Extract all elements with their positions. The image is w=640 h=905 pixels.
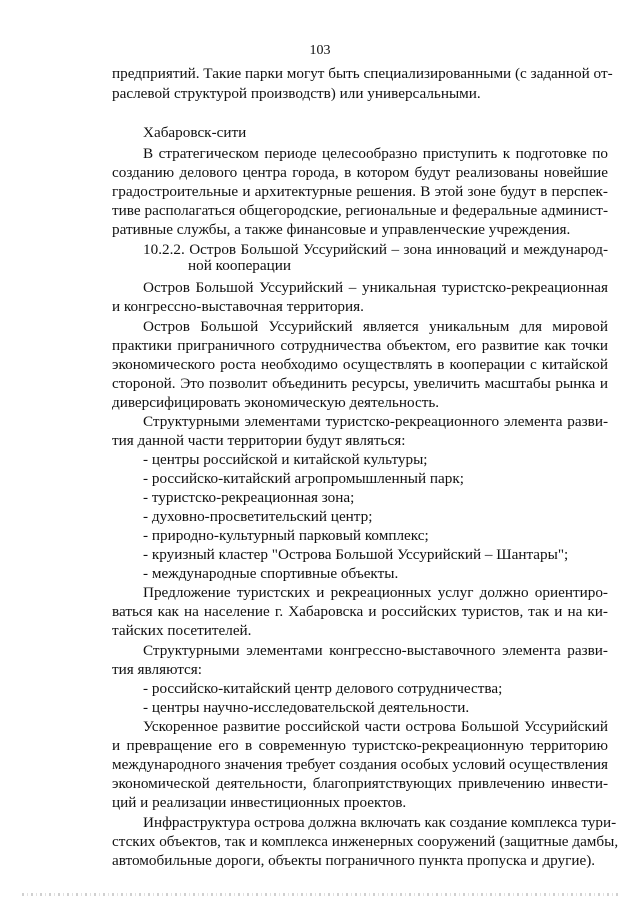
list-item: - международные спортивные объекты. [143,565,399,582]
text-line: экономического роста необходимо осуществлять в кооперации с китайской [112,356,608,373]
text-line: Остров Большой Уссурийский – уникальная туристско-рекреационная [143,279,608,296]
text-line: стороной. Это позволит объединить ресурсы, увеличить масштабы рынка и [112,375,608,392]
text-line: тия являются: [112,661,202,678]
list-item: - российско-китайский агропромышленный парк; [143,470,464,487]
text-line: градостроительные и архитектурные решения. В этой зоне будут в перспек- [112,183,608,200]
text-line: раслевой структурой производств) или универсальными. [112,85,481,102]
text-line: Предложение туристских и рекреационных услуг должно ориентиро- [143,584,608,601]
section-heading: 10.2.2. Остров Большой Уссурийский – зона инноваций и международ- [143,241,608,258]
text-line: и превращение его в современную туристско-рекреационную территорию [112,737,608,754]
page-number: 103 [309,43,331,58]
text-line: предприятий. Такие парки могут быть специализированными (с заданной от- [112,65,613,82]
text-line: В стратегическом периоде целесообразно приступить к подготовке по [143,145,608,162]
text-line: тия данной части территории будут являться: [112,432,406,449]
list-item: - российско-китайский центр делового сотрудничества; [143,680,503,697]
text-line: и конгрессно-выставочная территория. [112,298,364,315]
list-item: - туристско-рекреационная зона; [143,489,355,506]
text-line: Ускоренное развитие российской части острова Большой Уссурийский [143,718,608,735]
text-line: тайских посетителей. [112,622,252,639]
list-item: - центры научно-исследовательской деятельности. [143,699,470,716]
text-line: практики приграничного сотрудничества объектом, его развитие как точки [112,337,608,354]
text-line: ративные службы, а также финансовые и управленческие учреждения. [112,221,571,238]
text-line: Структурными элементами туристско-рекреационного элемента разви- [143,413,608,430]
list-item: - центры российской и китайской культуры; [143,451,428,468]
scan-artifact [22,893,618,896]
text-line: ций и реализации инвестиционных проектов. [112,794,407,811]
text-line: автомобильные дороги, объекты пограничного пункта пропуска и другие). [112,852,596,869]
subheading: Хабаровск-сити [143,124,247,141]
text-line: ваться как на население г. Хабаровска и российских туристов, так и на ки- [112,603,608,620]
text-line: Структурными элементами конгрессно-выставочного элемента разви- [143,642,608,659]
text-line: тиве располагаться общегородские, региональные и федеральные админист- [112,202,608,219]
text-line: Остров Большой Уссурийский является уникальным для мировой [143,318,608,335]
list-item: - природно-культурный парковый комплекс; [143,527,429,544]
list-item: - круизный кластер "Острова Большой Уссурийский – Шантары"; [143,546,569,563]
list-item: - духовно-просветительский центр; [143,508,373,525]
text-line: Инфраструктура острова должна включать как создание комплекса тури- [143,814,617,831]
text-line: международного значения требует создания особых условий осуществления [112,756,608,773]
text-line: созданию делового центра города, в котором будут реализованы новейшие [112,164,608,181]
text-line: экономической деятельности, благоприятствующих привлечению инвести- [112,775,608,792]
section-heading-cont: ной кооперации [188,257,292,274]
text-line: стских объектов, так и комплекса инженерных сооружений (защитные дамбы, [112,833,619,850]
text-line: диверсифицировать экономическую деятельность. [112,394,440,411]
